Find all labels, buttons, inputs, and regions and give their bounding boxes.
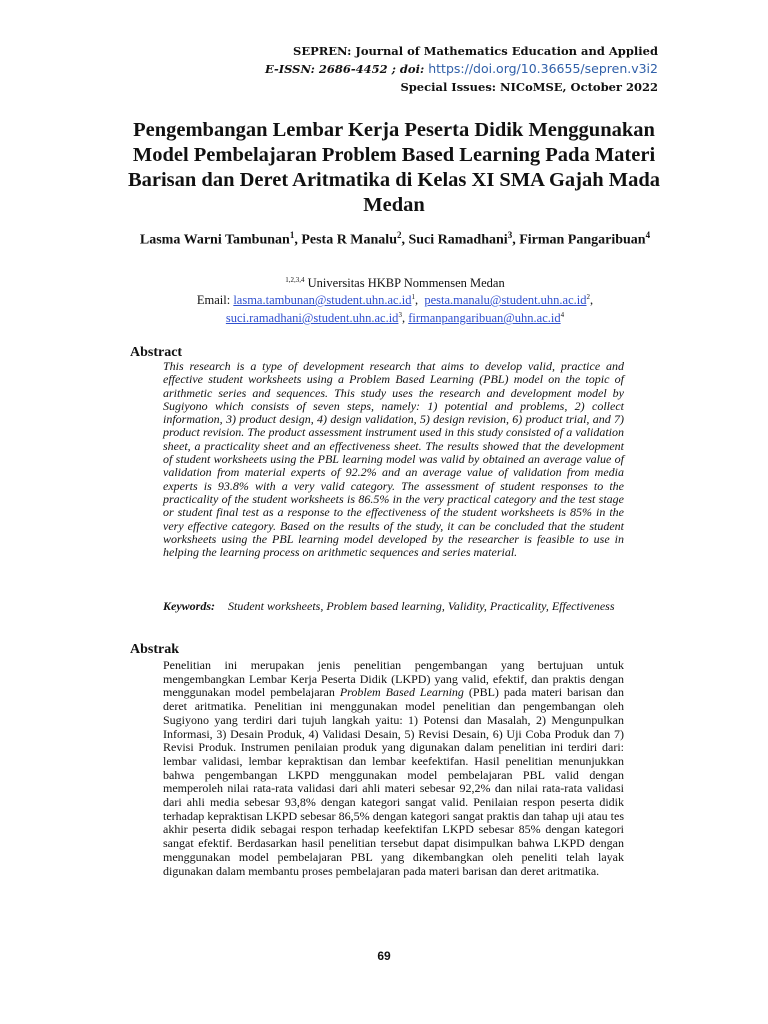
affiliation-sup: 1,2,3,4	[285, 276, 305, 284]
email-line: Email: $lasma.tambunan@student.uhn.ac.id^1$, $pesta.manalu@student.uhn.ac.id^2$, $suci.ramadhani@student.uhn.ac.id^3$, $firmanpangaribuan@uhn.ac.id^4$	[196, 293, 594, 326]
email-link[interactable]: lasma.tambunan@student.uhn.ac.id	[233, 293, 412, 308]
abstrak-part-2: (PBL) pada materi barisan dan deret aritmatika. Penelitian ini menggunakan model penelitian dan pengembangan oleh Sugiyono yang terdiri dari tujuh langkah yaitu: 1) Potensi dan Masalah, 2) Mengunpulkan Informasi, 3) Desain Produk, 4) Validasi Desain, 5) Revisi Desain, 6) Uji Coba Produk dan 7) Revisi Produk. Instrumen penilaian produk yang digunakan dalam penelitian ini terdiri dari: lembar validasi, lembar kepraktisan dan lembar keefektifan. Hasil penelitian menunjukkan bahwa pengembangan LKPD menggunakan model pembelajaran PBL valid dengan memperoleh nilai rata-rata validasi dari ahli materi sebesar 92,2% dan nilai rata-rata validasi dari ahli media sebesar 93,8% dengan kategori sangat valid. Penilaian respon peserta didik terhadap kepraktisan LKPD sebesar 86,5% dengan kategori sangat praktis dan tahap uji atau tes akhir peserta didik sebagai respon terhadap keefektifan LKPD sebesar 85% dengan kategori sangat efektif. Berdasarkan hasil penelitian tersebut dapat disimpulkan bahwa LKPD dengan menggunakan model pembelajaran PBL yang dikembangkan oleh peneliti telah layak digunakan dalam membantu proses pembelajaran pada materi barisan dan deret aritmatika.	[163, 685, 625, 878]
journal-name: SEPREN: Journal of Mathematics Education and Applied	[293, 44, 658, 58]
doi-link[interactable]: https://doi.org/10.36655/sepren.v3i2	[428, 61, 658, 76]
author-sup: 1	[289, 230, 295, 240]
author-list: Lasma Warni Tambunan$^1$, Pesta R Manalu$^2$, Suci Ramadhani$^3$, Firman Pangaribuan$^4$	[139, 230, 651, 248]
affiliation	[130, 273, 660, 291]
email-link[interactable]: firmanpangaribuan@uhn.ac.id	[408, 311, 561, 326]
email-link[interactable]: pesta.manalu@student.uhn.ac.id	[424, 293, 587, 308]
keywords-text: Student worksheets, Problem based learning, Validity, Practicality, Effectiveness	[228, 599, 615, 613]
affiliation-name: Universitas HKBP Nommensen Medan	[307, 276, 505, 291]
abstrak-italic: Problem Based Learning	[339, 685, 464, 700]
email-sup: 2	[586, 293, 590, 301]
issn-text: E-ISSN: 2686-4452 ; doi:	[265, 62, 429, 76]
author-name: Lasma Warni Tambunan	[139, 232, 290, 248]
author-name: Pesta R Manalu	[301, 232, 397, 248]
email-sup: 1	[411, 293, 415, 301]
special-issue: Special Issues: NICoMSE, October 2022	[400, 80, 658, 94]
abstrak-text	[163, 659, 624, 878]
author-name: Suci Ramadhani	[408, 232, 508, 248]
page-number: 69	[377, 949, 391, 963]
author-name: Firman Pangaribuan	[519, 232, 646, 248]
author-sup: 2	[396, 230, 402, 240]
abstract-heading: Abstract	[130, 345, 183, 360]
abstrak-part-1: Penelitian ini merupakan jenis penelitian pengembangan yang bertujuan untuk mengembangkan Lembar Kerja Peserta Didik (LKPD) yang valid, efektif, dan praktis dengan menggunakan model pembelajaran	[163, 658, 624, 700]
author-sup: 4	[645, 230, 651, 240]
email-label: Email:	[196, 293, 234, 308]
email-sup: 4	[560, 311, 565, 320]
author-sup: 3	[507, 230, 513, 240]
keywords	[163, 600, 624, 613]
abstrak-heading: Abstrak	[130, 642, 180, 657]
keywords-label: Keywords:	[163, 599, 215, 613]
journal-header	[265, 42, 658, 96]
email-sup: 3	[398, 311, 402, 320]
email-link[interactable]: suci.ramadhani@student.uhn.ac.id	[225, 311, 399, 326]
paper-title: Pengembangan Lembar Kerja Peserta Didik Menggunakan Model Pembelajaran Problem Based Learning Pada Materi Barisan dan Deret Aritmatika di Kelas XI SMA Gajah Mada Medan	[127, 119, 661, 216]
journal-issn-doi	[265, 60, 658, 78]
abstract-text: This research is a type of development research that aims to develop valid, practice and effective student worksheets using a Problem Based Learning (PBL) model on the topic of arithmetic series and sequences. This study uses the research and development model by Sugiyono which consists of seven steps, namely: 1) potential and problems, 2) collect information, 3) product design, 4) design validation, 5) design revision, 6) product trial, and 7) product revision. The product assessment instrument used in this study consisted of a validation sheet, a practicality sheet and an effectiveness sheet. The results showed that the development of student worksheets using the PBL learning model was valid by obtained an average value of validation from material experts of 92.2% and an average value of validation from media experts is 93.8% with a very valid category. The assessment of student responses to the practicality of the student worksheets is 86.5% in the very practical category and the test stage or student final test as a response to the effectiveness of the student worksheets is 85% in the very effective category. Based on the results of the study, it can be concluded that the student worksheets using the PBL learning model developed by the researcher is feasible to use in helping the learning process on arithmetic sequences and series material.	[163, 359, 624, 560]
